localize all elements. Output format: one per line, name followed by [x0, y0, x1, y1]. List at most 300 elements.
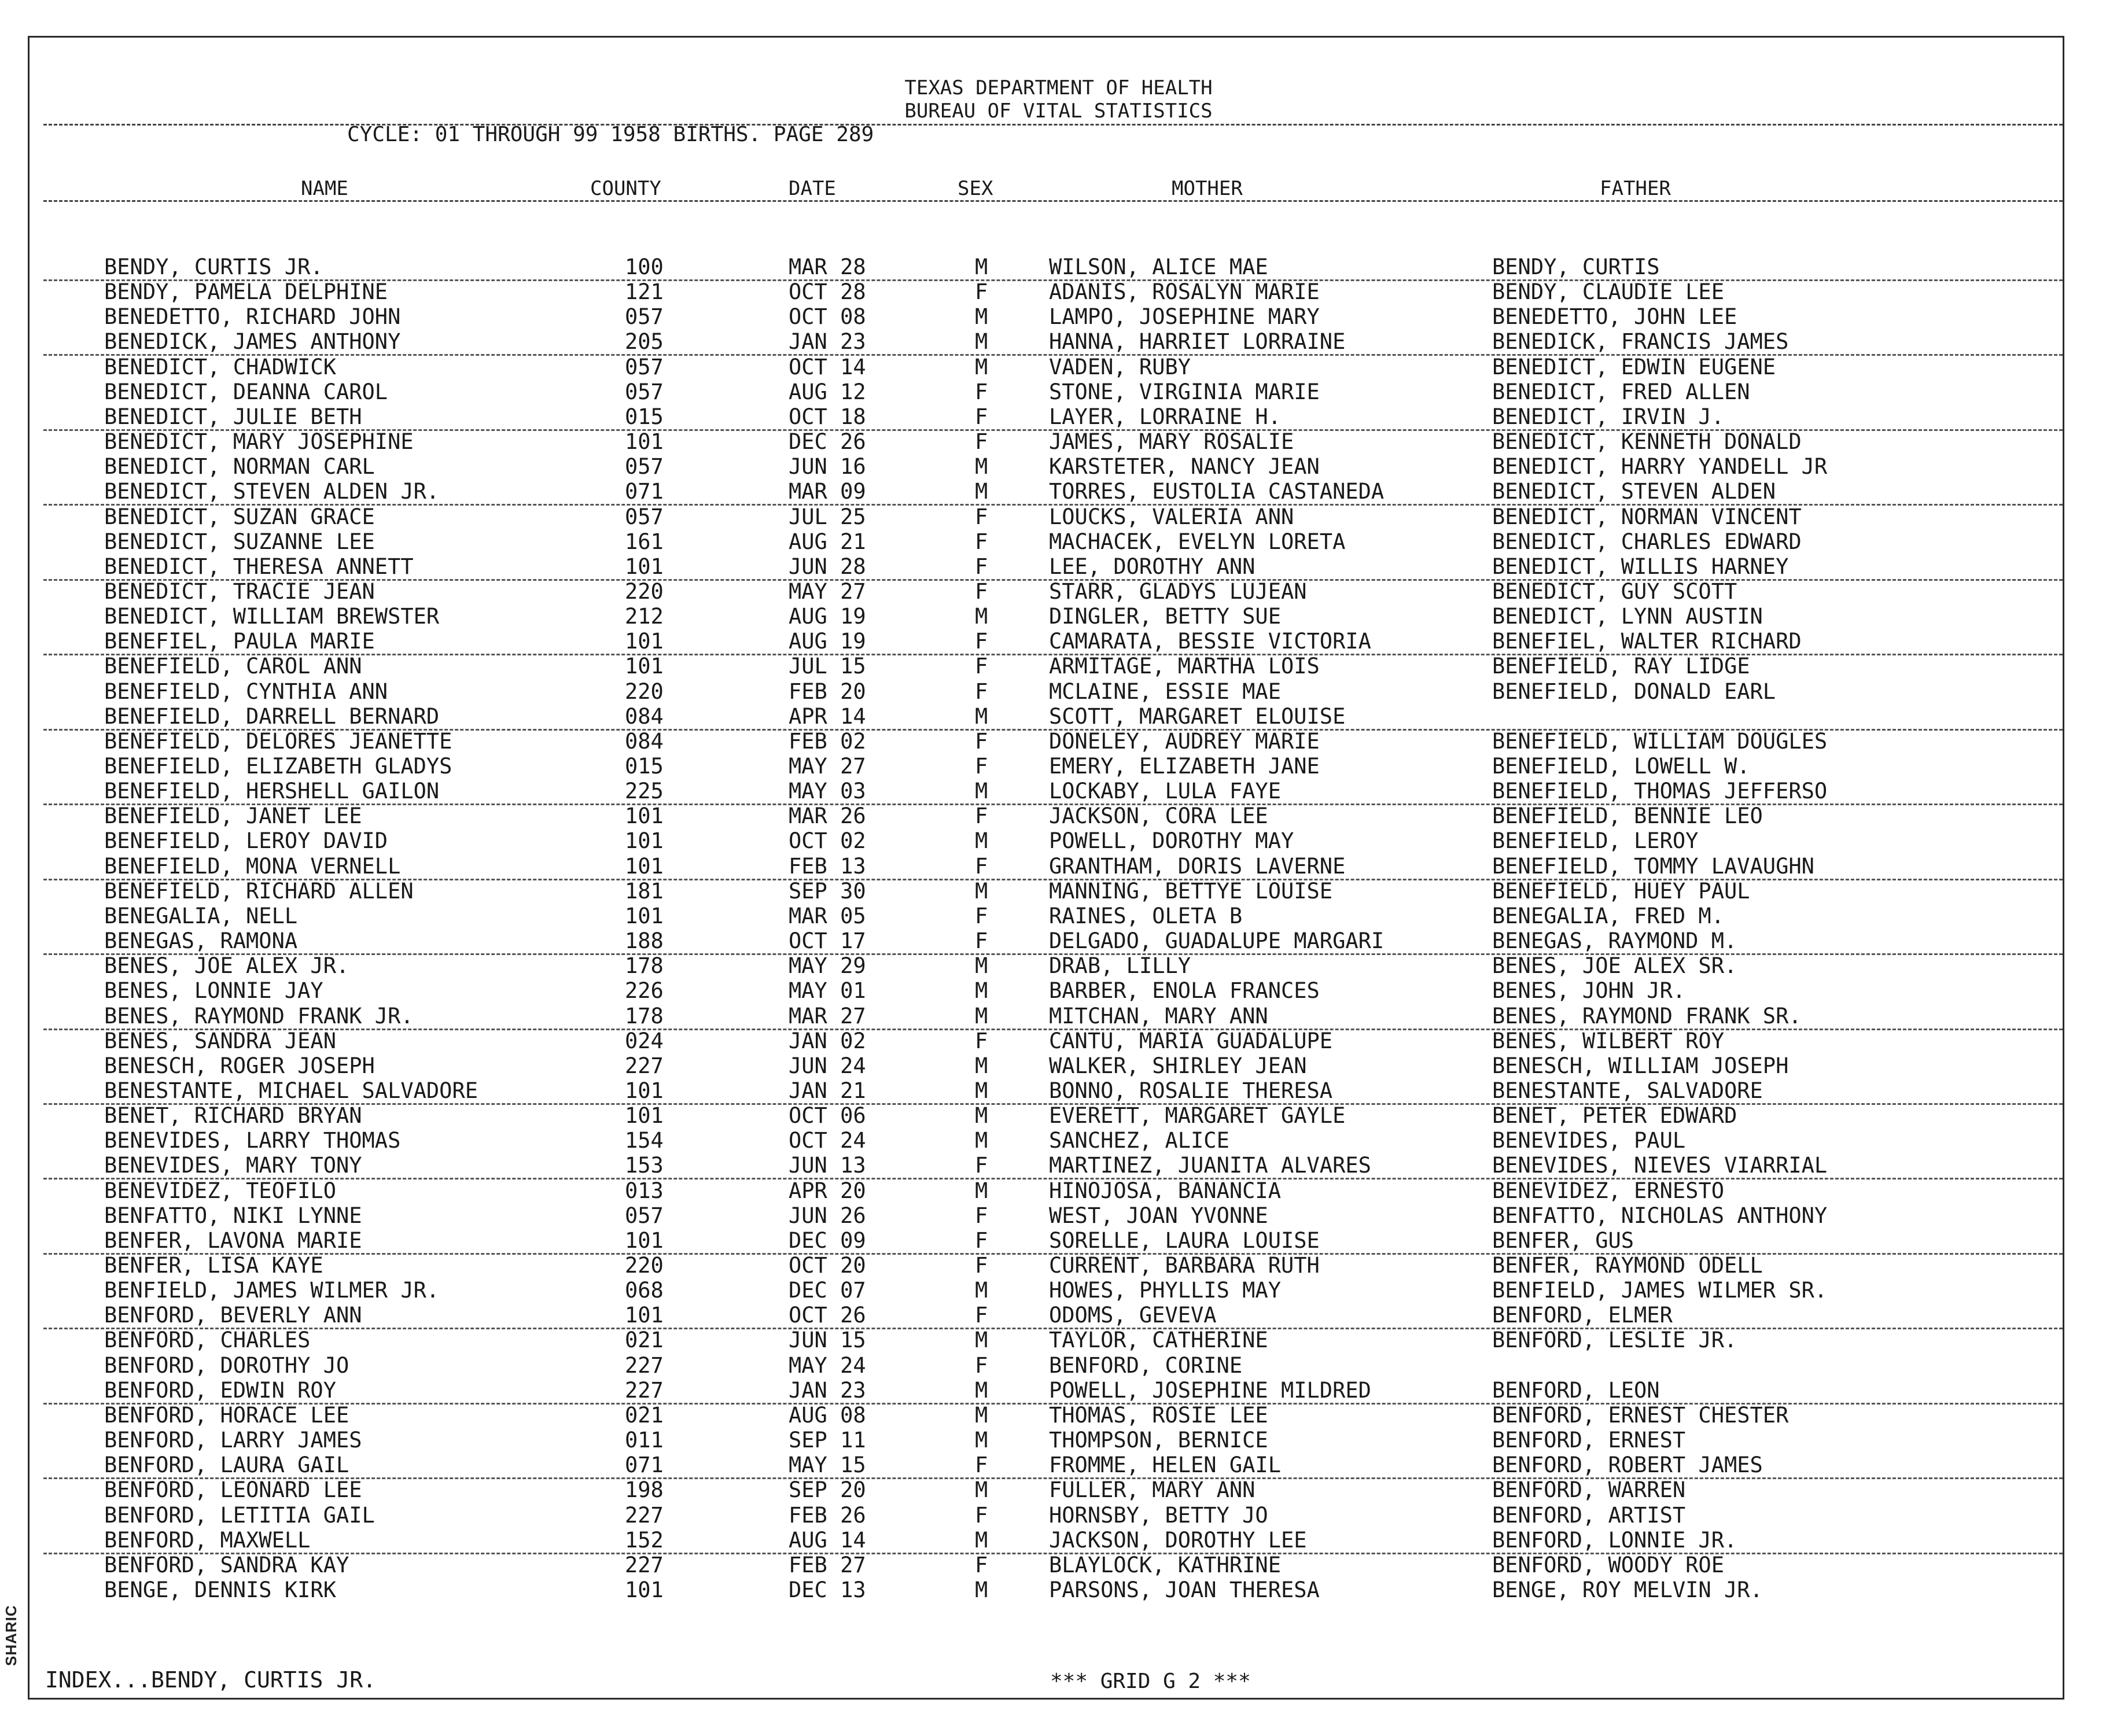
cell-father: BENES, WILBERT ROY: [1492, 1028, 1724, 1053]
cell-county: 021: [625, 1328, 664, 1353]
column-header-rule: [43, 200, 2063, 202]
cell-mother: WALKER, SHIRLEY JEAN: [1049, 1053, 1307, 1078]
cell-sex: F: [975, 679, 988, 704]
cell-county: 101: [625, 629, 664, 654]
cell-county: 227: [625, 1552, 664, 1577]
cell-county: 101: [625, 1303, 664, 1328]
cell-sex: F: [975, 504, 988, 529]
cell-sex: F: [975, 1253, 988, 1278]
table-row: [0, 379, 2117, 404]
table-row: [0, 1029, 2117, 1053]
cell-mother: THOMPSON, BERNICE: [1049, 1428, 1268, 1453]
cell-mother: BLAYLOCK, KATHRINE: [1049, 1552, 1281, 1577]
cell-name: BENEGALIA, NELL: [104, 903, 298, 928]
table-row: [0, 529, 2117, 554]
cell-father: BENES, JOHN JR.: [1492, 978, 1686, 1004]
footer-index: INDEX...BENDY, CURTIS JR.: [45, 1667, 376, 1693]
cell-father: BENEFIELD, RAY LIDGE: [1492, 654, 1750, 679]
cell-county: 205: [625, 329, 664, 355]
table-row: [0, 1253, 2117, 1278]
cell-name: BENFORD, CHARLES: [104, 1328, 311, 1353]
cell-date: MAY 27: [789, 578, 866, 604]
cell-name: BENEFIEL, PAULA MARIE: [104, 629, 375, 654]
cell-county: 220: [625, 1253, 664, 1278]
cell-name: BENEDICT, STEVEN ALDEN JR.: [104, 479, 440, 504]
cell-date: OCT 06: [789, 1103, 866, 1129]
cell-mother: LAYER, LORRAINE H.: [1049, 404, 1281, 429]
table-row: [0, 454, 2117, 479]
cell-father: BENGE, ROY MELVIN JR.: [1492, 1577, 1763, 1602]
cell-date: MAY 15: [789, 1453, 866, 1478]
cell-county: 015: [625, 754, 664, 779]
table-row: [0, 1278, 2117, 1303]
cell-date: MAY 01: [789, 978, 866, 1004]
cell-father: BENEDICT, STEVEN ALDEN: [1492, 479, 1776, 504]
table-row: [43, 1078, 2063, 1105]
cell-date: OCT 02: [789, 828, 866, 854]
cell-date: JAN 02: [789, 1028, 866, 1053]
cell-sex: M: [975, 779, 988, 804]
cell-date: DEC 07: [789, 1278, 866, 1303]
cell-father: BENEVIDES, NIEVES VIARRIAL: [1492, 1153, 1828, 1178]
cell-date: JUL 25: [789, 504, 866, 529]
cell-sex: M: [975, 1577, 988, 1602]
cell-father: BENFORD, LONNIE JR.: [1492, 1527, 1737, 1553]
cell-county: 188: [625, 928, 664, 954]
cell-name: BENFORD, SANDRA KAY: [104, 1552, 349, 1577]
cell-name: BENES, LONNIE JAY: [104, 978, 323, 1004]
cell-date: AUG 12: [789, 379, 866, 404]
cell-father: BENEDICT, EDWIN EUGENE: [1492, 354, 1776, 379]
cell-county: 227: [625, 1377, 664, 1403]
cell-county: 227: [625, 1352, 664, 1378]
cell-sex: M: [975, 329, 988, 355]
cell-father: BENEDICK, FRANCIS JAMES: [1492, 329, 1789, 355]
cell-date: OCT 17: [789, 928, 866, 954]
cell-county: 153: [625, 1153, 664, 1178]
cell-county: 057: [625, 304, 664, 330]
table-row: [43, 704, 2063, 731]
table-row: [43, 1303, 2063, 1329]
cell-date: OCT 24: [789, 1128, 866, 1153]
cell-date: FEB 26: [789, 1502, 866, 1528]
cell-sex: F: [975, 1352, 988, 1378]
table-row: [0, 279, 2117, 304]
cell-name: BENEVIDES, MARY TONY: [104, 1153, 362, 1178]
cell-date: DEC 09: [789, 1228, 866, 1253]
cell-county: 100: [625, 255, 664, 279]
cell-mother: CAMARATA, BESSIE VICTORIA: [1049, 629, 1371, 654]
cell-father: BENFORD, ERNEST CHESTER: [1492, 1402, 1789, 1428]
cell-mother: ODOMS, GEVEVA: [1049, 1303, 1217, 1328]
cell-date: JUN 15: [789, 1328, 866, 1353]
table-row: [43, 404, 2063, 431]
table-row: [0, 1178, 2117, 1203]
cell-date: MAR 27: [789, 1003, 866, 1029]
cell-sex: F: [975, 1228, 988, 1253]
cell-county: 225: [625, 779, 664, 804]
cell-father: BENESTANTE, SALVADORE: [1492, 1078, 1763, 1103]
cell-date: AUG 08: [789, 1402, 866, 1428]
table-row: [0, 1428, 2117, 1453]
cell-father: BENES, RAYMOND FRANK SR.: [1492, 1003, 1802, 1029]
cell-county: 101: [625, 1103, 664, 1129]
cell-sex: M: [975, 703, 988, 729]
cell-county: 015: [625, 404, 664, 429]
cell-county: 101: [625, 903, 664, 928]
cell-mother: HINOJOSA, BANANCIA: [1049, 1178, 1281, 1203]
cell-name: BENFORD, LEONARD LEE: [104, 1477, 362, 1503]
cell-date: OCT 28: [789, 279, 866, 305]
cell-sex: M: [975, 1527, 988, 1553]
cell-father: BENESCH, WILLIAM JOSEPH: [1492, 1053, 1789, 1078]
cell-father: BENFORD, ELMER: [1492, 1303, 1673, 1328]
cell-county: 101: [625, 828, 664, 854]
cell-mother: BENFORD, CORINE: [1049, 1352, 1243, 1378]
cell-county: 220: [625, 578, 664, 604]
cell-date: AUG 19: [789, 629, 866, 654]
cell-sex: M: [975, 479, 988, 504]
cell-sex: M: [975, 1078, 988, 1103]
cell-name: BENDY, PAMELA DELPHINE: [104, 279, 388, 305]
column-header-date: DATE: [789, 177, 836, 200]
cell-county: 057: [625, 504, 664, 529]
cell-father: BENEFIELD, HUEY PAUL: [1492, 878, 1750, 904]
cell-date: SEP 20: [789, 1477, 866, 1503]
cell-mother: STONE, VIRGINIA MARIE: [1049, 379, 1320, 404]
cell-mother: BARBER, ENOLA FRANCES: [1049, 978, 1320, 1004]
cell-county: 011: [625, 1428, 664, 1453]
cell-county: 212: [625, 604, 664, 629]
table-row: [0, 1577, 2117, 1602]
cell-mother: MARTINEZ, JUANITA ALVARES: [1049, 1153, 1371, 1178]
cell-date: AUG 21: [789, 529, 866, 554]
cell-mother: THOMAS, ROSIE LEE: [1049, 1402, 1268, 1428]
table-row: [0, 654, 2117, 679]
side-label: SHARIC: [2, 1605, 20, 1666]
cell-name: BENEVIDES, LARRY THOMAS: [104, 1128, 401, 1153]
table-row: [43, 479, 2063, 506]
cell-name: BENEDICT, THERESA ANNETT: [104, 554, 414, 579]
cell-county: 068: [625, 1278, 664, 1303]
cell-father: BENEDICT, LYNN AUSTIN: [1492, 604, 1763, 629]
cell-mother: PARSONS, JOAN THERESA: [1049, 1577, 1320, 1602]
cell-date: JAN 23: [789, 1377, 866, 1403]
cell-county: 101: [625, 554, 664, 579]
cell-father: BENEDICT, KENNETH DONALD: [1492, 429, 1802, 455]
cell-father: BENEDICT, NORMAN VINCENT: [1492, 504, 1802, 529]
cell-sex: M: [975, 255, 988, 279]
column-header-sex: SEX: [958, 177, 993, 200]
cell-mother: KARSTETER, NANCY JEAN: [1049, 454, 1320, 480]
cell-name: BENFORD, EDWIN ROY: [104, 1377, 336, 1403]
cell-name: BENEDICT, JULIE BETH: [104, 404, 362, 429]
cell-county: 181: [625, 878, 664, 904]
cell-sex: F: [975, 728, 988, 754]
table-row: [43, 1528, 2063, 1554]
cell-mother: TAYLOR, CATHERINE: [1049, 1328, 1268, 1353]
cell-sex: M: [975, 953, 988, 979]
cell-father: BENEDICT, FRED ALLEN: [1492, 379, 1750, 404]
cell-date: JUL 15: [789, 654, 866, 679]
cell-mother: MACHACEK, EVELYN LORETA: [1049, 529, 1346, 554]
table-row: [0, 953, 2117, 978]
cell-father: BENFER, RAYMOND ODELL: [1492, 1253, 1763, 1278]
cell-name: BENEFIELD, JANET LEE: [104, 804, 362, 829]
cell-name: BENEDICT, TRACIE JEAN: [104, 578, 375, 604]
cell-date: OCT 14: [789, 354, 866, 379]
cell-county: 071: [625, 1453, 664, 1478]
cell-father: BENEVIDEZ, ERNESTO: [1492, 1178, 1724, 1203]
table-row: [43, 928, 2063, 955]
cell-sex: F: [975, 903, 988, 928]
cell-sex: F: [975, 804, 988, 829]
cell-mother: ADANIS, ROSALYN MARIE: [1049, 279, 1320, 305]
table-row: [0, 828, 2117, 853]
cell-date: APR 14: [789, 703, 866, 729]
cell-mother: DONELEY, AUDREY MARIE: [1049, 728, 1320, 754]
cell-father: BENEFIELD, LEROY: [1492, 828, 1699, 854]
cell-date: AUG 19: [789, 604, 866, 629]
cell-father: BENEGAS, RAYMOND M.: [1492, 928, 1737, 954]
table-row: [0, 1128, 2117, 1153]
cell-county: 152: [625, 1527, 664, 1553]
cell-name: BENEFIELD, DELORES JEANETTE: [104, 728, 452, 754]
cell-county: 057: [625, 379, 664, 404]
cell-county: 084: [625, 728, 664, 754]
cell-county: 101: [625, 804, 664, 829]
cell-county: 101: [625, 1577, 664, 1602]
cycle-line: CYCLE: 01 THROUGH 99 1958 BIRTHS. PAGE 289: [347, 123, 874, 146]
table-row: [0, 1503, 2117, 1528]
table-row: [0, 1053, 2117, 1078]
cell-sex: M: [975, 304, 988, 330]
cell-name: BENEDETTO, RICHARD JOHN: [104, 304, 401, 330]
cell-sex: F: [975, 1153, 988, 1178]
cell-father: BENEDICT, GUY SCOTT: [1492, 578, 1737, 604]
cell-mother: MCLAINE, ESSIE MAE: [1049, 679, 1281, 704]
cell-sex: F: [975, 1453, 988, 1478]
cell-date: JAN 21: [789, 1078, 866, 1103]
cell-date: FEB 27: [789, 1552, 866, 1577]
cell-county: 220: [625, 679, 664, 704]
cell-father: BENEFIELD, WILLIAM DOUGLES: [1492, 728, 1828, 754]
column-header-county: COUNTY: [590, 177, 661, 200]
cell-father: BENEFIELD, TOMMY LAVAUGHN: [1492, 853, 1814, 879]
cell-sex: F: [975, 279, 988, 305]
cell-name: BENEDICT, CHADWICK: [104, 354, 336, 379]
cell-name: BENET, RICHARD BRYAN: [104, 1103, 362, 1129]
cell-father: BENEVIDES, PAUL: [1492, 1128, 1686, 1153]
column-header-father: FATHER: [1600, 177, 1671, 200]
cell-sex: F: [975, 554, 988, 579]
cell-mother: FROMME, HELEN GAIL: [1049, 1453, 1281, 1478]
cell-date: MAY 24: [789, 1352, 866, 1378]
table-row: [43, 1453, 2063, 1479]
cell-sex: M: [975, 1003, 988, 1029]
cell-sex: F: [975, 1203, 988, 1228]
cell-sex: F: [975, 1303, 988, 1328]
cell-father: BENET, PETER EDWARD: [1492, 1103, 1737, 1129]
cell-date: OCT 08: [789, 304, 866, 330]
cell-date: AUG 14: [789, 1527, 866, 1553]
cell-date: JUN 26: [789, 1203, 866, 1228]
cell-name: BENFORD, LAURA GAIL: [104, 1453, 349, 1478]
cell-county: 101: [625, 1078, 664, 1103]
cell-name: BENEDICT, WILLIAM BREWSTER: [104, 604, 440, 629]
cell-name: BENEFIELD, CYNTHIA ANN: [104, 679, 388, 704]
cell-father: BENFORD, LEON: [1492, 1377, 1660, 1403]
cell-father: BENFORD, ARTIST: [1492, 1502, 1686, 1528]
cell-name: BENEDICT, NORMAN CARL: [104, 454, 375, 480]
cell-sex: M: [975, 604, 988, 629]
table-row: [43, 255, 2063, 281]
table-row: [0, 579, 2117, 604]
cell-sex: M: [975, 1428, 988, 1453]
cell-name: BENEGAS, RAMONA: [104, 928, 298, 954]
cell-name: BENEFIELD, LEROY DAVID: [104, 828, 388, 854]
table-row: [0, 1103, 2117, 1128]
cell-sex: M: [975, 1278, 988, 1303]
cell-sex: M: [975, 878, 988, 904]
table-row: [0, 804, 2117, 828]
table-row: [43, 1004, 2063, 1030]
cell-name: BENFATTO, NIKI LYNNE: [104, 1203, 362, 1228]
cell-sex: F: [975, 928, 988, 954]
cell-name: BENESTANTE, MICHAEL SALVADORE: [104, 1078, 478, 1103]
cell-mother: MITCHAN, MARY ANN: [1049, 1003, 1268, 1029]
table-row: [0, 355, 2117, 379]
cell-father: BENEFIELD, THOMAS JEFFERSO: [1492, 779, 1828, 804]
cell-father: BENEDICT, HARRY YANDELL JR: [1492, 454, 1828, 480]
cell-name: BENEFIELD, HERSHELL GAILON: [104, 779, 440, 804]
table-row: [0, 1553, 2117, 1577]
department-title: TEXAS DEPARTMENT OF HEALTH: [904, 76, 1213, 99]
cell-name: BENEFIELD, MONA VERNELL: [104, 853, 401, 879]
cell-father: BENEDETTO, JOHN LEE: [1492, 304, 1737, 330]
cell-date: OCT 26: [789, 1303, 866, 1328]
cell-name: BENFER, LISA KAYE: [104, 1253, 323, 1278]
cell-mother: LAMPO, JOSEPHINE MARY: [1049, 304, 1320, 330]
table-row: [0, 978, 2117, 1003]
cell-mother: SANCHEZ, ALICE: [1049, 1128, 1229, 1153]
cell-father: BENEFIELD, DONALD EARL: [1492, 679, 1776, 704]
cell-sex: F: [975, 379, 988, 404]
cell-father: BENES, JOE ALEX SR.: [1492, 953, 1737, 979]
cell-county: 178: [625, 953, 664, 979]
cell-mother: SORELLE, LAURA LOUISE: [1049, 1228, 1320, 1253]
table-row: [0, 429, 2117, 454]
cell-mother: STARR, GLADYS LUJEAN: [1049, 578, 1307, 604]
cell-name: BENFORD, LARRY JAMES: [104, 1428, 362, 1453]
column-header-name: NAME: [301, 177, 348, 200]
cell-date: MAY 29: [789, 953, 866, 979]
cell-county: 178: [625, 1003, 664, 1029]
cell-sex: F: [975, 529, 988, 554]
cell-mother: TORRES, EUSTOLIA CASTANEDA: [1049, 479, 1385, 504]
table-row: [43, 1378, 2063, 1405]
cell-date: MAR 28: [789, 255, 866, 279]
cell-mother: DRAB, LILLY: [1049, 953, 1191, 979]
cell-mother: WEST, JOAN YVONNE: [1049, 1203, 1268, 1228]
cell-name: BENES, JOE ALEX JR.: [104, 953, 349, 979]
cell-date: SEP 30: [789, 878, 866, 904]
cell-date: MAR 26: [789, 804, 866, 829]
table-row: [43, 329, 2063, 356]
cell-name: BENDY, CURTIS JR.: [104, 255, 323, 279]
cell-sex: F: [975, 1502, 988, 1528]
cell-sex: F: [975, 1552, 988, 1577]
cell-father: BENDY, CURTIS: [1492, 255, 1660, 279]
cell-father: BENEGALIA, FRED M.: [1492, 903, 1724, 928]
cell-date: SEP 11: [789, 1428, 866, 1453]
table-row: [43, 629, 2063, 655]
table-row: [43, 1228, 2063, 1255]
cell-sex: M: [975, 978, 988, 1004]
cell-mother: POWELL, DOROTHY MAY: [1049, 828, 1294, 854]
cell-name: BENFORD, DOROTHY JO: [104, 1352, 349, 1378]
cell-county: 198: [625, 1477, 664, 1503]
bureau-title: BUREAU OF VITAL STATISTICS: [904, 99, 1213, 123]
cell-mother: CANTU, MARIA GUADALUPE: [1049, 1028, 1333, 1053]
cell-mother: JACKSON, DOROTHY LEE: [1049, 1527, 1307, 1553]
cell-name: BENES, SANDRA JEAN: [104, 1028, 336, 1053]
cell-date: MAY 27: [789, 754, 866, 779]
cell-date: JUN 24: [789, 1053, 866, 1078]
cell-date: FEB 13: [789, 853, 866, 879]
cell-father: BENEDICT, IRVIN J.: [1492, 404, 1724, 429]
cell-sex: F: [975, 429, 988, 455]
cell-father: BENEFIEL, WALTER RICHARD: [1492, 629, 1802, 654]
cell-date: MAR 09: [789, 479, 866, 504]
cell-mother: LOCKABY, LULA FAYE: [1049, 779, 1281, 804]
cell-sex: F: [975, 578, 988, 604]
cell-name: BENES, RAYMOND FRANK JR.: [104, 1003, 414, 1029]
cell-county: 101: [625, 1228, 664, 1253]
cell-mother: ARMITAGE, MARTHA LOIS: [1049, 654, 1320, 679]
cell-name: BENEFIELD, CAROL ANN: [104, 654, 362, 679]
cell-name: BENEDICT, SUZANNE LEE: [104, 529, 375, 554]
cell-father: BENDY, CLAUDIE LEE: [1492, 279, 1724, 305]
cell-name: BENEDICT, MARY JOSEPHINE: [104, 429, 414, 455]
cell-mother: VADEN, RUBY: [1049, 354, 1191, 379]
cell-mother: POWELL, JOSEPHINE MILDRED: [1049, 1377, 1371, 1403]
cell-date: MAR 05: [789, 903, 866, 928]
cell-sex: F: [975, 629, 988, 654]
cell-father: BENFORD, ERNEST: [1492, 1428, 1686, 1453]
cell-sex: M: [975, 1328, 988, 1353]
cell-date: DEC 26: [789, 429, 866, 455]
cell-name: BENFER, LAVONA MARIE: [104, 1228, 362, 1253]
cell-mother: JACKSON, CORA LEE: [1049, 804, 1268, 829]
cell-mother: GRANTHAM, DORIS LAVERNE: [1049, 853, 1346, 879]
cell-sex: M: [975, 1178, 988, 1203]
cell-name: BENFORD, BEVERLY ANN: [104, 1303, 362, 1328]
column-header-mother: MOTHER: [1172, 177, 1243, 200]
cell-name: BENESCH, ROGER JOSEPH: [104, 1053, 375, 1078]
cell-date: FEB 20: [789, 679, 866, 704]
cell-date: OCT 20: [789, 1253, 866, 1278]
cell-mother: JAMES, MARY ROSALIE: [1049, 429, 1294, 455]
cell-sex: M: [975, 1377, 988, 1403]
cell-father: BENEFIELD, BENNIE LEO: [1492, 804, 1763, 829]
cell-county: 101: [625, 429, 664, 455]
table-row: [43, 554, 2063, 581]
cell-date: MAY 03: [789, 779, 866, 804]
cell-county: 101: [625, 853, 664, 879]
table-row: [0, 1328, 2117, 1352]
cell-mother: FULLER, MARY ANN: [1049, 1477, 1256, 1503]
